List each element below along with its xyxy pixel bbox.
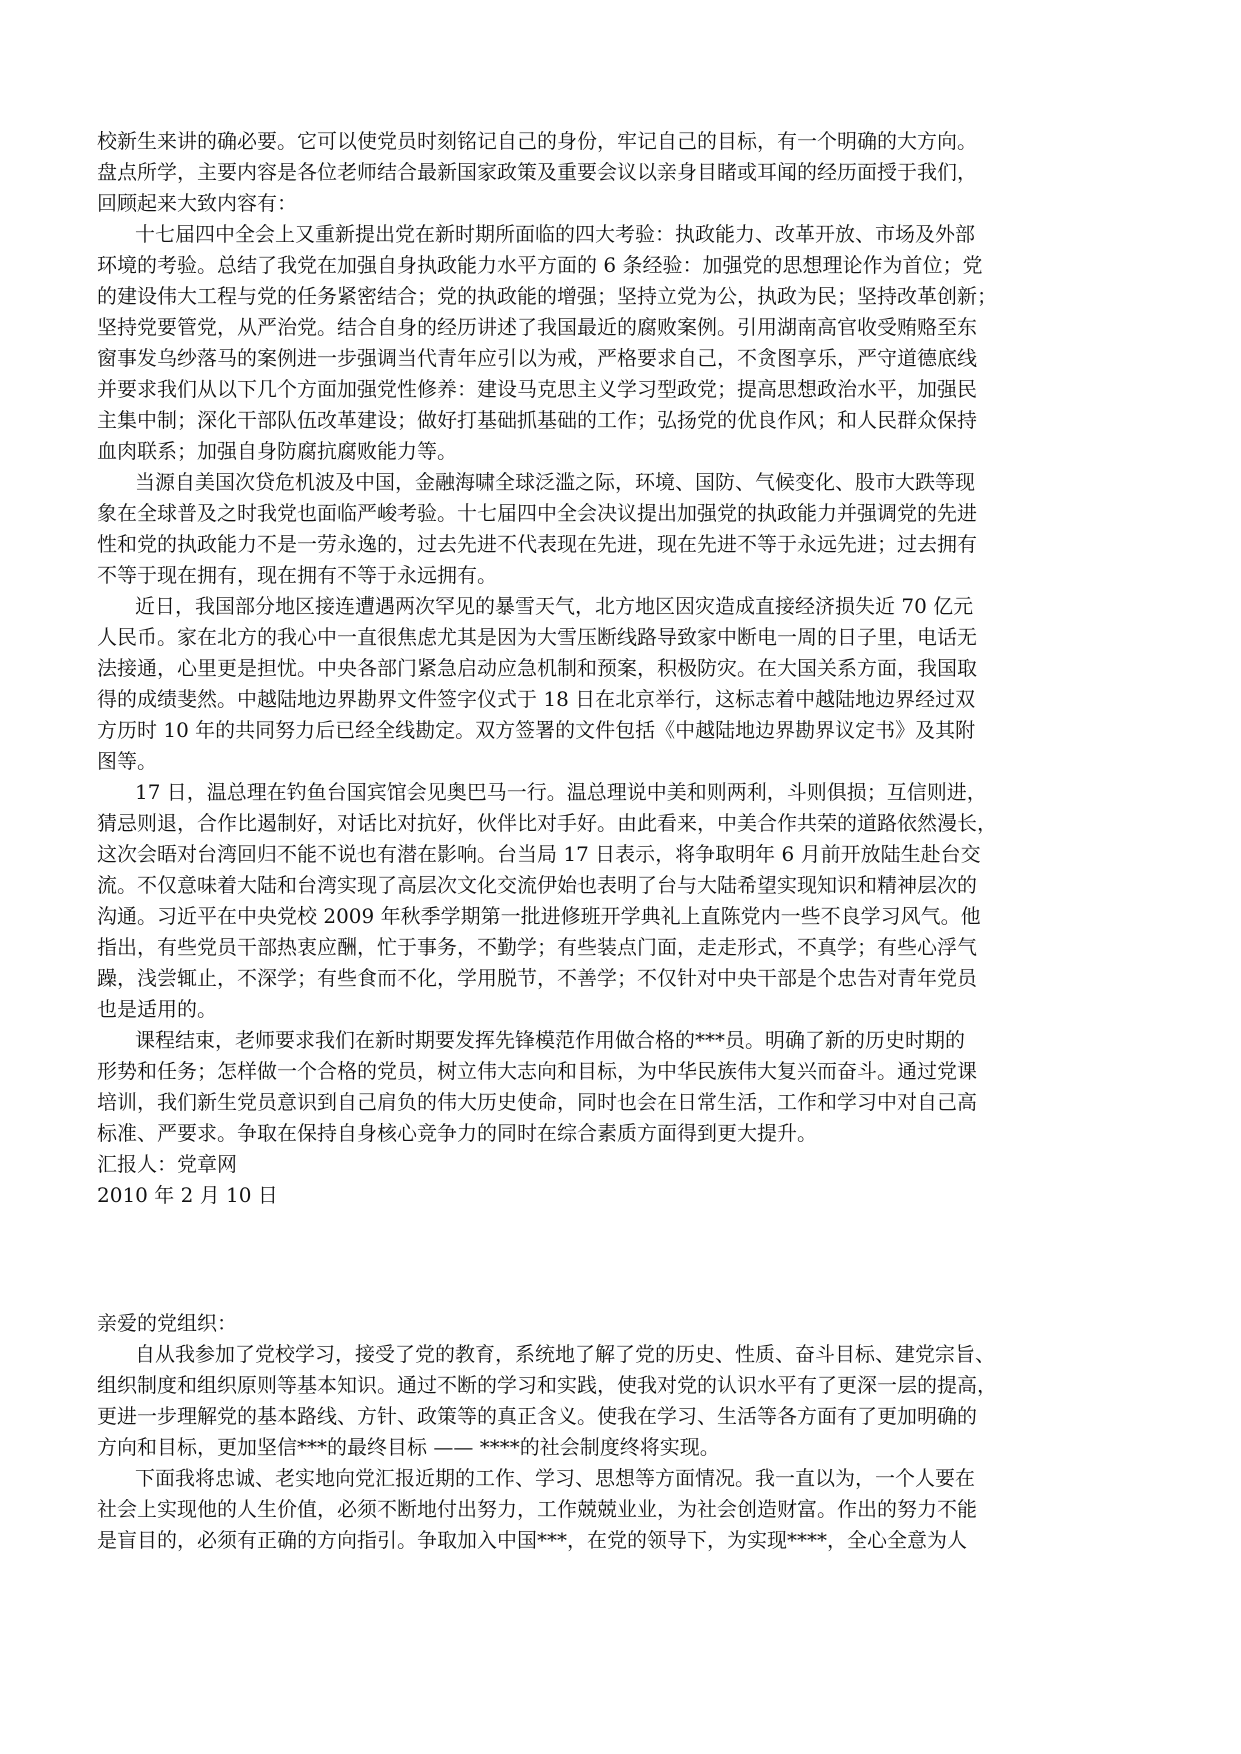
text-line: 组织制度和组织原则等基本知识。通过不断的学习和实践，使我对党的认识水平有了更深一层的提高， <box>97 1373 997 1397</box>
text-line: 回顾起来大致内容有： <box>97 191 297 215</box>
text-line: 十七届四中全会上又重新提出党在新时期所面临的四大考验：执政能力、改革开放、市场及外部 <box>135 222 975 246</box>
text-line: 方向和目标，更加坚信***的最终目标 —— ****的社会制度终将实现。 <box>97 1435 720 1459</box>
report1-intro <box>97 126 1132 219</box>
report1-paragraph-4 <box>97 777 1132 1025</box>
document-page <box>97 126 1132 1556</box>
text-line: 环境的考验。总结了我党在加强自身执政能力水平方面的 6 条经验：加强党的思想理论作为首位；党 <box>97 253 983 277</box>
signature: 汇报人：党章网 <box>97 1152 237 1176</box>
text-line: 更进一步理解党的基本路线、方针、政策等的真正含义。使我在学习、生活等各方面有了更加明确的 <box>97 1404 977 1428</box>
text-line: 沟通。习近平在中央党校 2009 年秋季学期第一批进修班开学典礼上直陈党内一些不良学习风气。他 <box>97 904 981 928</box>
report1-paragraph-5 <box>97 1025 1132 1149</box>
text-line: 并要求我们从以下几个方面加强党性修养：建设马克思主义学习型政党；提高思想政治水平，加强民 <box>97 377 977 401</box>
text-line: 躁，浅尝辄止，不深学；有些食而不化，学用脱节，不善学；不仅针对中央干部是个忠告对青年党员 <box>97 966 977 990</box>
text-line: 图等。 <box>97 749 157 773</box>
text-line: 自从我参加了党校学习，接受了党的教育，系统地了解了党的历史、性质、奋斗目标、建党宗旨、 <box>135 1342 995 1366</box>
text-line: 血肉联系；加强自身防腐抗腐败能力等。 <box>97 439 457 463</box>
text-line: 不等于现在拥有，现在拥有不等于永远拥有。 <box>97 563 497 587</box>
text-line: 流。不仅意味着大陆和台湾实现了高层次文化交流伊始也表明了台与大陆希望实现知识和精神层次的 <box>97 873 977 897</box>
report-date: 2010 年 2 月 10 日 <box>97 1183 278 1207</box>
text-line: 象在全球普及之时我党也面临严峻考验。十七届四中全会决议提出加强党的执政能力并强调党的先进 <box>97 501 977 525</box>
text-line: 标准、严要求。争取在保持自身核心竞争力的同时在综合素质方面得到更大提升。 <box>97 1121 817 1145</box>
report2-paragraph-2 <box>97 1463 1132 1556</box>
text-line: 17 日，温总理在钓鱼台国宾馆会见奥巴马一行。温总理说中美和则两利，斗则俱损；互信则进， <box>135 780 987 804</box>
text-line: 培训，我们新生党员意识到自己肩负的伟大历史使命，同时也会在日常生活，工作和学习中对自己高 <box>97 1090 977 1114</box>
report1-paragraph-1 <box>97 219 1132 467</box>
text-line: 下面我将忠诚、老实地向党汇报近期的工作、学习、思想等方面情况。我一直以为，一个人要在 <box>135 1466 975 1490</box>
report1-paragraph-2 <box>97 467 1132 591</box>
text-line: 近日，我国部分地区接连遭遇两次罕见的暴雪天气，北方地区因灾造成直接经济损失近 70 亿元 <box>135 594 974 618</box>
text-line: 主集中制；深化干部队伍改革建设；做好打基础抓基础的工作；弘扬党的优良作风；和人民群众保持 <box>97 408 977 432</box>
text-line: 是盲目的，必须有正确的方向指引。争取加入中国***，在党的领导下，为实现****，全心全意为人 <box>97 1528 967 1552</box>
text-line: 方历时 10 年的共同努力后已经全线勘定。双方签署的文件包括《中越陆地边界勘界议定书》及其附 <box>97 718 976 742</box>
text-line: 社会上实现他的人生价值，必须不断地付出努力，工作兢兢业业，为社会创造财富。作出的努力不能 <box>97 1497 977 1521</box>
text-line: 也是适用的。 <box>97 997 217 1021</box>
text-line: 校新生来讲的确必要。它可以使党员时刻铭记自己的身份，牢记自己的目标，有一个明确的大方向。 <box>97 129 977 153</box>
text-line: 课程结束，老师要求我们在新时期要发挥先锋模范作用做合格的***员。明确了新的历史时期的 <box>135 1028 965 1052</box>
text-line: 性和党的执政能力不是一劳永逸的，过去先进不代表现在先进，现在先进不等于永远先进；过去拥有 <box>97 532 977 556</box>
text-line: 形势和任务；怎样做一个合格的党员，树立伟大志向和目标，为中华民族伟大复兴而奋斗。通过党课 <box>97 1059 977 1083</box>
text-line: 窗事发乌纱落马的案例进一步强调当代青年应引以为戒，严格要求自己，不贪图享乐，严守道德底线 <box>97 346 977 370</box>
text-line: 猜忌则退，合作比遏制好，对话比对抗好，伙伴比对手好。由此看来，中美合作共荣的道路依然漫长， <box>97 811 997 835</box>
text-line: 这次会晤对台湾回归不能不说也有潜在影响。台当局 17 日表示，将争取明年 6 月前开放陆生赴台交 <box>97 842 981 866</box>
report2-paragraph-1 <box>97 1339 1132 1463</box>
text-line: 得的成绩斐然。中越陆地边界勘界文件签字仪式于 18 日在北京举行，这标志着中越陆地边界经过双 <box>97 687 976 711</box>
report1-paragraph-3 <box>97 591 1132 777</box>
text-line: 法接通，心里更是担忧。中央各部门紧急启动应急机制和预案，积极防灾。在大国关系方面，我国取 <box>97 656 977 680</box>
text-line: 的建设伟大工程与党的任务紧密结合；党的执政能的增强；坚持立党为公，执政为民；坚持改革创新； <box>97 284 997 308</box>
text-line: 人民币。家在北方的我心中一直很焦虑尤其是因为大雪压断线路导致家中断电一周的日子里，电话无 <box>97 625 977 649</box>
text-line: 坚持党要管党，从严治党。结合自身的经历讲述了我国最近的腐败案例。引用湖南高官收受贿赂至东 <box>97 315 977 339</box>
section-gap <box>97 1211 1132 1308</box>
salutation: 亲爱的党组织： <box>97 1311 237 1335</box>
text-line: 当源自美国次贷危机波及中国，金融海啸全球泛滥之际，环境、国防、气候变化、股市大跌等现 <box>135 470 975 494</box>
text-line: 盘点所学，主要内容是各位老师结合最新国家政策及重要会议以亲身目睹或耳闻的经历面授于我们， <box>97 160 977 184</box>
text-line: 指出，有些党员干部热衷应酬，忙于事务，不勤学；有些装点门面，走走形式，不真学；有些心浮气 <box>97 935 977 959</box>
